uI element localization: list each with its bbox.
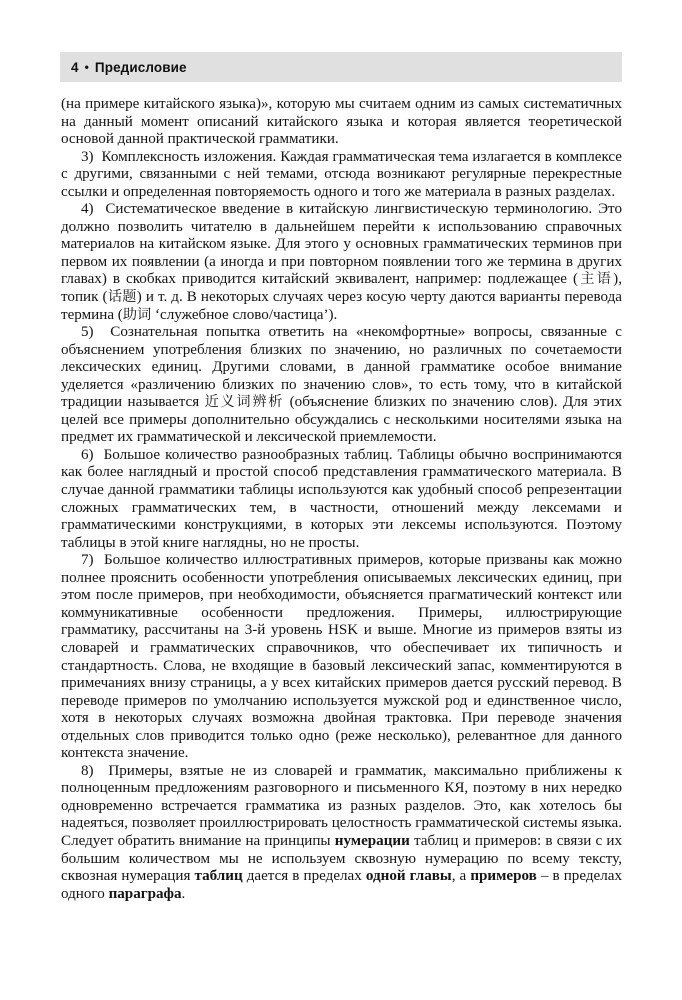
bold-term-numbering: нумерации	[334, 832, 410, 849]
running-head-separator: •	[84, 59, 89, 74]
chinese-term-topic: 话题	[107, 289, 137, 306]
paragraph-3: 3) Комплексность изложения. Каждая грамматическая тема излагается в комплексе с другими, связанными с ней темами, отсюда возникают регулярные перекрестные ссылки и определенная повторяемость одного и того же материала в разных разделах.	[61, 148, 622, 200]
chinese-term-synonym-analysis: 近义词辨析	[204, 394, 285, 411]
paragraph-7: 7) Большое количество иллюстративных примеров, которые призваны как можно полнее прояснить особенности употребления описываемых лексических единиц, при этом после примеров, при необходимости, объясняется прагматический контекст или коммуникативные особенности предложения. Примеры, иллюстрирующие грамматику, рассчитаны на 3-й уровень HSK и выше. Многие из примеров взяты из словарей и грамматических справочников, что обеспечивает их типичность и стандартность. Слова, не входящие в базовый лексический запас, комментируются в примечаниях внизу страницы, а у всех китайских примеров дается русский перевод. В переводе примеров по умолчанию используется мужской род и единственное число, хотя в некоторых случаях возможна двойная трактовка. При переводе значения отдельных слов приводится только одно (реже несколько), релевантное для данного контекста значение.	[61, 552, 622, 762]
body-text-column	[61, 96, 622, 903]
paragraph-continued: (на примере китайского языка)», которую мы считаем одним из самых систематичных на данный момент описаний китайского языка и которая является теоретической основой данной практической грамматики.	[61, 96, 622, 148]
bold-term-one-chapter: одной главы	[365, 868, 452, 885]
running-head-content	[71, 60, 187, 75]
running-head-title: Предисловие	[94, 59, 187, 75]
bold-term-tables: таблиц	[194, 868, 243, 885]
paragraph-5: 5) Сознательная попытка ответить на «некомфортные» вопросы, связанные с объяснением употребления близких по значению, но различных по сочетаемости лексических единиц. Другими словами, в данной грамматике особое внимание уделяется «различению близких по значению слов», то есть тому, что в китайской традиции называется 近义词辨析 (объяснение близких по значению слов). Для этих целей все примеры дополнительно обсуждались с несколькими носителями языка на предмет их грамматической и лексической приемлемости.	[61, 324, 622, 446]
running-head	[60, 52, 622, 82]
paragraph-6: 6) Большое количество разнообразных таблиц. Таблицы обычно воспринимаются как более наглядный и простой способ представления грамматического материала. В случае данной грамматики таблицы используются как удобный способ репрезентации сложных грамматических тем, в частности, отношений между лексемами и грамматическими конструкциями, в которых эти лексемы используются. Поэтому таблицы в этой книге наглядны, но не просты.	[61, 446, 622, 551]
chinese-term-particle: 助词	[122, 306, 152, 323]
bold-term-paragraph: параграфа	[108, 885, 182, 902]
page-number: 4	[71, 59, 79, 75]
paragraph-4: 4) Систематическое введение в китайскую лингвистическую терминологию. Это должно позволить читателю в дальнейшем перейти к использованию справочных материалов на китайском языке. Для этого у основных грамматических терминов при первом их появлении (а иногда и при повторном появлении того же термина в других главах) в скобках приводится китайский эквивалент, например: подлежащее (主语), топик (话题) и т. д. В некоторых случаях через косую черту даются варианты перевода термина (助词 ‘служебное слово/частица’).	[61, 201, 623, 323]
paragraph-8: 8) Примеры, взятые не из словарей и грамматик, максимально приближены к полноценным предложениям разговорного и письменного КЯ, поэтому в них нередко одновременно встречается грамматика из разных разделов. Это, как хотелось бы надеяться, позволяет проиллюстрировать целостность грамматической системы языка. Следует обратить внимание на принципы нумерации таблиц и примеров: в связи с их большим количеством мы не используем сквозную нумерацию по всему тексту, сквозная нумерация таблиц дается в пределах одной главы, а примеров – в пределах одного параграфа.	[61, 762, 622, 902]
chinese-term-subject: 主语	[578, 271, 614, 288]
bold-term-examples: примеров	[470, 868, 537, 885]
